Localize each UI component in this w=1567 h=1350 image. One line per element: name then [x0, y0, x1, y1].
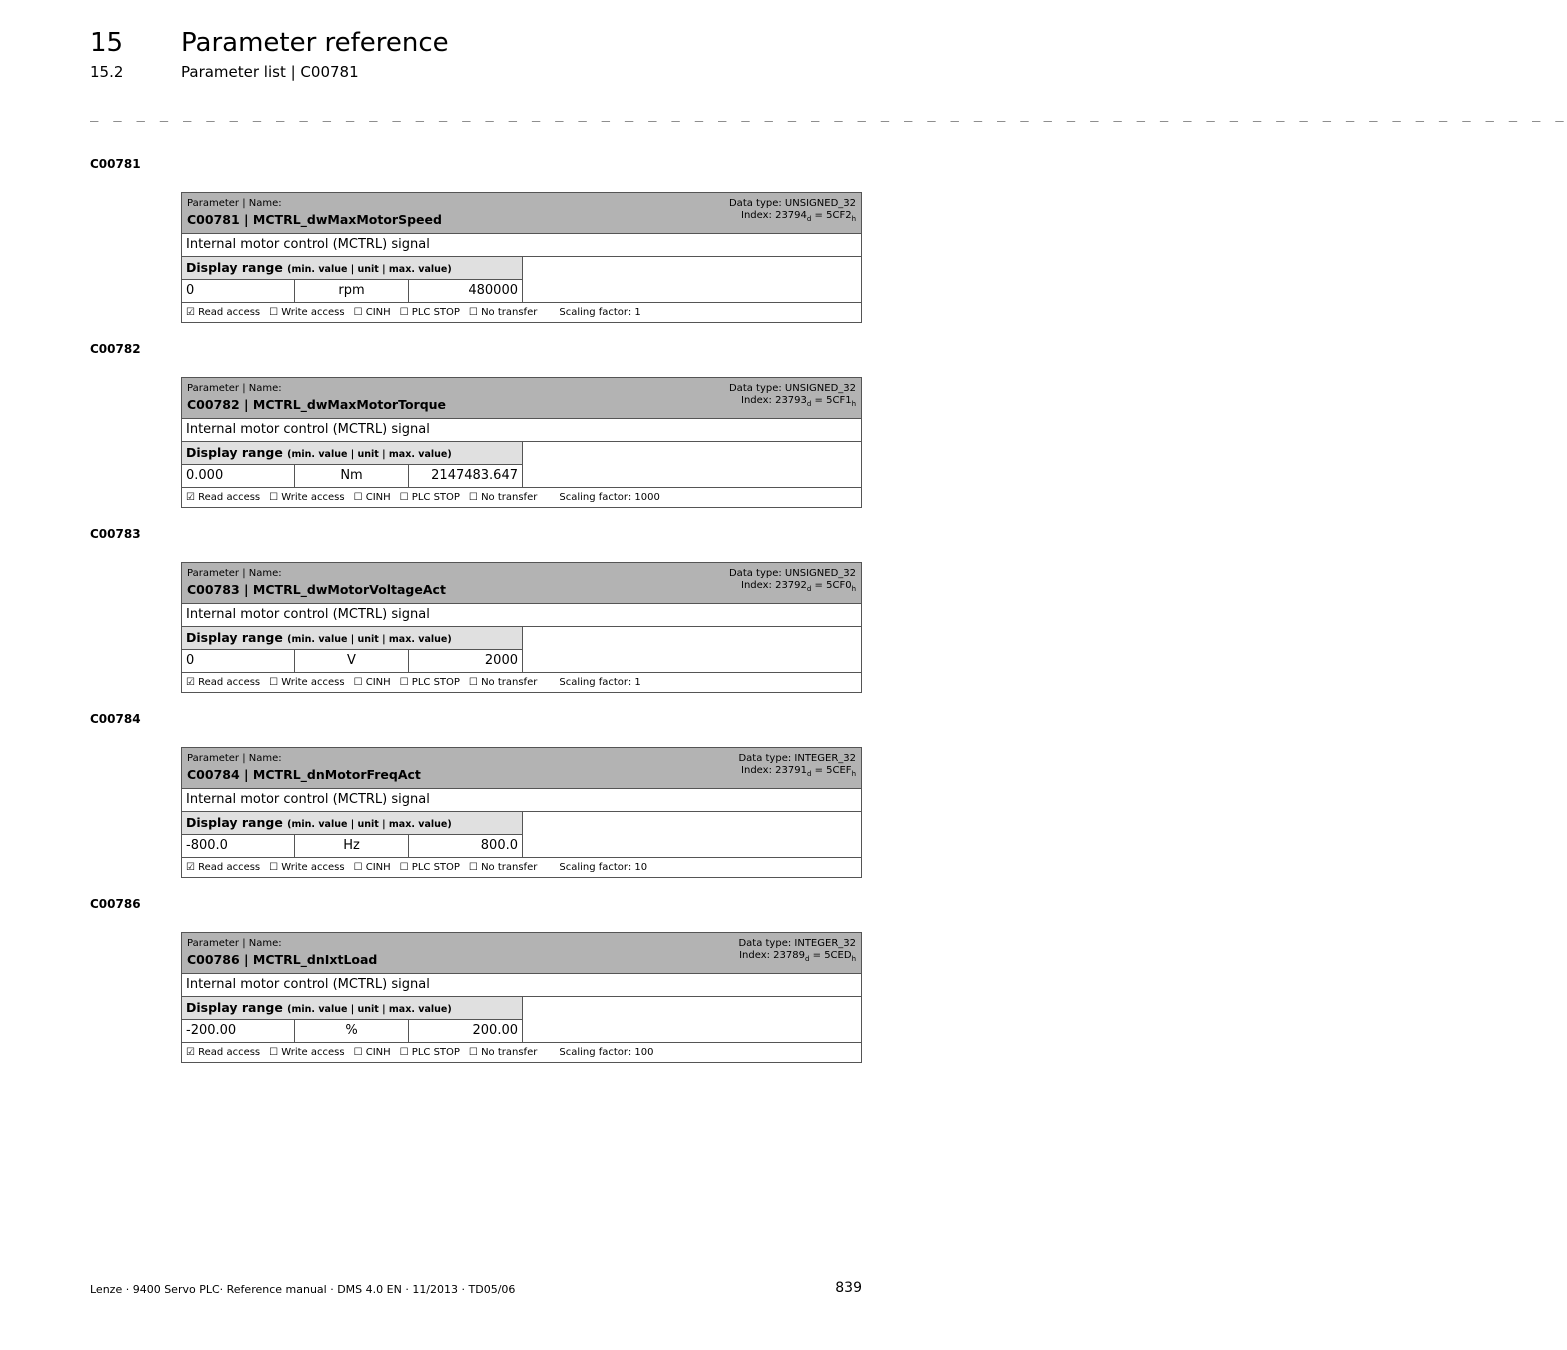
scaling-factor: Scaling factor: 100: [559, 1047, 654, 1058]
param-table: [181, 747, 862, 878]
range-min: 0: [182, 280, 295, 302]
scaling-factor: Scaling factor: 1000: [559, 492, 660, 503]
range-unit: rpm: [295, 280, 408, 302]
param-heading: C00782: [90, 342, 141, 356]
param-description: Internal motor control (MCTRL) signal: [182, 974, 861, 997]
range-max: 2147483.647: [431, 468, 518, 483]
param-index: Index: $23794_d = 5CF2_h$: [741, 210, 856, 223]
page-number: 839: [835, 1280, 862, 1296]
param-header: [182, 748, 861, 789]
data-type: Data type: INTEGER_32: [738, 938, 856, 949]
range-max: 200.00: [472, 1023, 518, 1038]
range-unit: %: [295, 1020, 408, 1042]
param-header: [182, 563, 861, 604]
access-row: [182, 858, 861, 877]
param-table: [181, 932, 862, 1063]
plc-stop: ☐ PLC STOP: [399, 492, 460, 503]
param-heading: C00783: [90, 527, 141, 541]
range-max: 480000: [468, 283, 518, 298]
no-transfer: ☐ No transfer: [468, 677, 538, 688]
data-type: Data type: UNSIGNED_32: [728, 383, 856, 394]
data-type: Data type: UNSIGNED_32: [728, 568, 856, 579]
param-header: [182, 193, 861, 234]
write-access: ☐ Write access: [269, 307, 345, 318]
param-description: Internal motor control (MCTRL) signal: [182, 419, 861, 442]
param-header: [182, 933, 861, 974]
scaling-factor: Scaling factor: 1: [559, 307, 641, 318]
display-range-title: Display range (min. value | unit | max. value): [182, 997, 522, 1020]
access-row: [182, 1043, 861, 1062]
param-index: Index: $23791_d = 5CEF_h$: [741, 765, 856, 778]
param-index: Index: $23789_d = 5CED_h$: [739, 950, 856, 963]
param-description: Internal motor control (MCTRL) signal: [182, 604, 861, 627]
param-name-label: Parameter | Name:: [187, 568, 282, 579]
cinh: ☐ CINH: [353, 492, 391, 503]
param-index: Index: $23793_d = 5CF1_h$: [741, 395, 856, 408]
scaling-factor: Scaling factor: 10: [559, 862, 648, 873]
param-name: C00783 | MCTRL_dwMotorVoltageAct: [187, 582, 446, 597]
display-range-title: Display range (min. value | unit | max. value): [182, 442, 522, 465]
cinh: ☐ CINH: [353, 1047, 391, 1058]
param-heading: C00784: [90, 712, 141, 726]
display-range-block: [182, 997, 861, 1043]
display-range-title: Display range (min. value | unit | max. value): [182, 257, 522, 280]
param-table: [181, 377, 862, 508]
display-range-title: Display range (min. value | unit | max. value): [182, 812, 522, 835]
param-name-label: Parameter | Name:: [187, 753, 282, 764]
plc-stop: ☐ PLC STOP: [399, 862, 460, 873]
access-row: [182, 673, 861, 692]
read-access: ☑ Read access: [186, 492, 261, 503]
dashed-separator: _ _ _ _ _ _ _ _ _ _ _ _ _ _ _ _ _ _ _ _ _ _ _ _ _ _ _ _ _ _ _ _ _ _ _ _ _ _ _ _ _ _ _ _ _ _ _ _ _ _ _ _ _ _ _ _ _ _ _ _ _ _ _ _: [90, 106, 1567, 122]
range-unit: V: [295, 650, 408, 672]
range-unit: Nm: [295, 465, 408, 487]
no-transfer: ☐ No transfer: [468, 862, 538, 873]
footer-text: Lenze · 9400 Servo PLC· Reference manual · DMS 4.0 EN · 11/2013 · TD05/06: [90, 1283, 516, 1296]
param-name: C00781 | MCTRL_dwMaxMotorSpeed: [187, 212, 442, 227]
section-number: 15.2: [90, 63, 124, 81]
cinh: ☐ CINH: [353, 677, 391, 688]
param-description: Internal motor control (MCTRL) signal: [182, 789, 861, 812]
display-range-block: [182, 812, 861, 858]
range-min: -800.0: [182, 835, 295, 857]
data-type: Data type: INTEGER_32: [738, 753, 856, 764]
param-table: [181, 192, 862, 323]
access-row: [182, 488, 861, 507]
read-access: ☑ Read access: [186, 307, 261, 318]
param-name: C00786 | MCTRL_dnIxtLoad: [187, 952, 378, 967]
display-range-title: Display range (min. value | unit | max. value): [182, 627, 522, 650]
plc-stop: ☐ PLC STOP: [399, 677, 460, 688]
range-max: 2000: [484, 653, 518, 668]
display-range-block: [182, 442, 861, 488]
write-access: ☐ Write access: [269, 492, 345, 503]
param-table: [181, 562, 862, 693]
range-unit: Hz: [295, 835, 408, 857]
param-name: C00782 | MCTRL_dwMaxMotorTorque: [187, 397, 447, 412]
write-access: ☐ Write access: [269, 862, 345, 873]
scaling-factor: Scaling factor: 1: [559, 677, 641, 688]
param-name-label: Parameter | Name:: [187, 938, 282, 949]
param-description: Internal motor control (MCTRL) signal: [182, 234, 861, 257]
param-index: Index: $23792_d = 5CF0_h$: [741, 580, 856, 593]
read-access: ☑ Read access: [186, 862, 261, 873]
chapter-title: Parameter reference: [181, 28, 449, 58]
access-row: [182, 303, 861, 322]
plc-stop: ☐ PLC STOP: [399, 307, 460, 318]
range-max: 800.0: [480, 838, 518, 853]
write-access: ☐ Write access: [269, 677, 345, 688]
param-name: C00784 | MCTRL_dnMotorFreqAct: [187, 767, 421, 782]
read-access: ☑ Read access: [186, 677, 261, 688]
chapter-number: 15: [90, 28, 124, 58]
no-transfer: ☐ No transfer: [468, 1047, 538, 1058]
param-name-label: Parameter | Name:: [187, 198, 282, 209]
plc-stop: ☐ PLC STOP: [399, 1047, 460, 1058]
range-min: 0.000: [182, 465, 295, 487]
no-transfer: ☐ No transfer: [468, 492, 538, 503]
write-access: ☐ Write access: [269, 1047, 345, 1058]
read-access: ☑ Read access: [186, 1047, 261, 1058]
param-header: [182, 378, 861, 419]
cinh: ☐ CINH: [353, 862, 391, 873]
data-type: Data type: UNSIGNED_32: [728, 198, 856, 209]
display-range-block: [182, 627, 861, 673]
section-title: Parameter list | C00781: [181, 63, 359, 81]
param-heading: C00781: [90, 157, 141, 171]
cinh: ☐ CINH: [353, 307, 391, 318]
param-name-label: Parameter | Name:: [187, 383, 282, 394]
range-min: 0: [182, 650, 295, 672]
range-min: -200.00: [182, 1020, 295, 1042]
param-heading: C00786: [90, 897, 141, 911]
no-transfer: ☐ No transfer: [468, 307, 538, 318]
display-range-block: [182, 257, 861, 303]
